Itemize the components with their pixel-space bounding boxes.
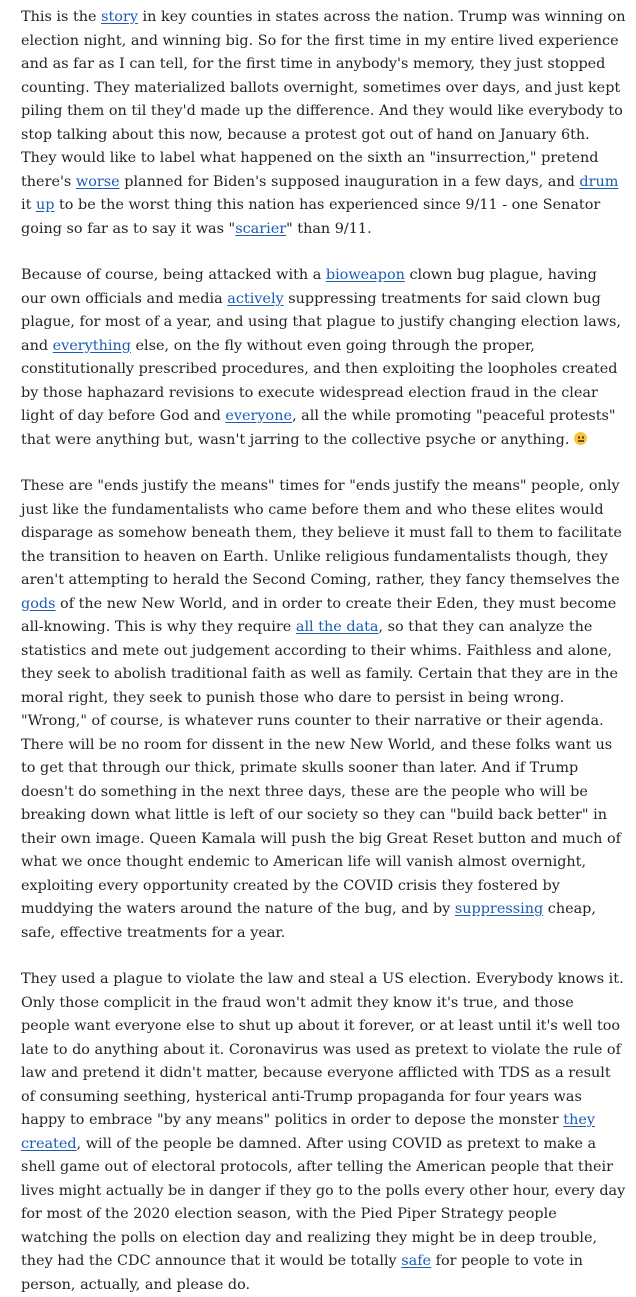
paragraph-text: , all the while promoting "peaceful protests" that were anything but, wasn't jarring to the collective psyche or anything.: [21, 408, 616, 448]
inline-link-they-created[interactable]: they created: [21, 1112, 595, 1152]
paragraph-text: for people to vote in person, actually, and please do.: [21, 1253, 583, 1293]
inline-link-all-the-data[interactable]: all the data: [295, 619, 379, 635]
paragraph-text: " than 9/11.: [286, 220, 372, 237]
paragraph-text: to be the worst thing this nation has experienced since 9/11 - one Senator going so far as to say it was ": [21, 197, 601, 237]
paragraph-text: They used a plague to violate the law and steal a US election. Everybody knows it. Only those complicit in the fraud won't admit they know it's true, and those people want everyone else to shut up about it forever, or at least until it's well too late to do anything about it. Coronavirus was used as pretext to violate the rule of law and pretend it didn't matter, because everyone afflicted with TDS as a result of consuming seething, hysterical anti-Trump propaganda for four years was happy to embrace "by any means" politics in order to depose the monster: [21, 971, 624, 1128]
paragraph-text: , so that they can analyze the statistics and mete out judgement according to their whims. Faithless and alone, they seek to abolish traditional faith as well as family. Certain that they are in the moral right, they seek to punish those who dare to persist in being wrong. "Wrong," of course, is whatever runs counter to their narrative or their agenda. There will be no room for dissent in the new New World, and these folks want us to get that through our thick, primate skulls sooner than later. And if Trump doesn't do something in the next three days, these are the people who will be breaking down what little is left of our society so they can "build back better" in their own image. Queen Kamala will push the big Great Reset button and much of what we once thought endemic to American life will vanish almost overnight, exploiting every opportunity created by the COVID crisis they fostered by muddying the waters around the nature of the bug, and by: [21, 619, 621, 917]
paragraph-text: of the new New World, and in order to create their Eden, they must become all-knowing. This is why they require: [21, 595, 617, 635]
paragraph-3: [21, 475, 626, 945]
inline-link-up[interactable]: up: [35, 197, 55, 213]
paragraph-2: [21, 264, 626, 452]
paragraph-text: suppressing treatments for said clown bug plague, for most of a year, and using that plague to justify changing election laws, and: [21, 290, 621, 354]
paragraph-text: These are "ends justify the means" times for "ends justify the means" people, only just like the fundamentalists who came before them and who these elites would disparage as somehow beneath them, they believe it must fall to them to facilitate the transition to heaven on Earth. Unlike religious fundamentalists though, they aren't attempting to herald the Second Coming, rather, they fancy themselves the: [21, 478, 622, 588]
paragraph-text: it: [21, 197, 36, 213]
paragraph-text: planned for Biden's supposed inauguration in a few days, and: [119, 173, 580, 190]
paragraph-text: clown bug plague, having our own officials and media: [21, 267, 597, 307]
inline-link-actively[interactable]: actively: [227, 290, 284, 307]
paragraph-text: cheap, safe, effective treatments for a year.: [21, 901, 596, 941]
inline-link-drum[interactable]: drum: [579, 173, 619, 190]
paragraph-text: in key counties in states across the nation. Trump was winning on election night, and winning big. So for the first time in my entire lived experience and as far as I can tell, for the first time in anybody's memory, they just stopped counting. They materialized ballots overnight, sometimes over days, and just kept piling them on til they'd made up the difference. And they would like everybody to stop talking about this now, because a protest got out of hand on January 6th. They would like to label what happened on the sixth an "insurrection," pretend there's: [21, 9, 626, 190]
paragraph-4: [21, 968, 626, 1297]
paragraph-text: This is the: [21, 9, 102, 25]
article-body: [0, 6, 636, 1297]
inline-link-scarier[interactable]: scarier: [235, 220, 287, 237]
inline-link-everyone[interactable]: everyone: [225, 408, 292, 424]
inline-link-safe[interactable]: safe: [401, 1253, 432, 1269]
paragraph-text: , will of the people be damned. After using COVID as pretext to make a shell game out of electoral protocols, after telling the American people that their lives might actually be in danger if they go to the polls every other hour, every day for most of the 2020 election season, with the Pied Piper Strategy people watching the polls on election day and realizing they might be in deep trouble, they had the CDC announce that it would be totally: [21, 1135, 626, 1269]
neutral-face-emoji-icon: [574, 432, 587, 445]
inline-link-everything[interactable]: everything: [52, 337, 131, 354]
inline-link-bioweapon[interactable]: bioweapon: [325, 267, 405, 283]
inline-link-suppressing[interactable]: suppressing: [454, 901, 544, 917]
paragraph-1: [21, 6, 626, 241]
paragraph-text: else, on the fly without even going through the proper, constitutionally prescribed procedures, and then exploiting the loopholes created by those haphazard revisions to execute widespread election fraud in the clear light of day before God and: [21, 337, 618, 424]
inline-link-story[interactable]: story: [101, 9, 138, 25]
inline-link-gods[interactable]: gods: [21, 595, 56, 612]
paragraph-text: Because of course, being attacked with a: [21, 267, 326, 283]
inline-link-worse[interactable]: worse: [75, 173, 120, 190]
